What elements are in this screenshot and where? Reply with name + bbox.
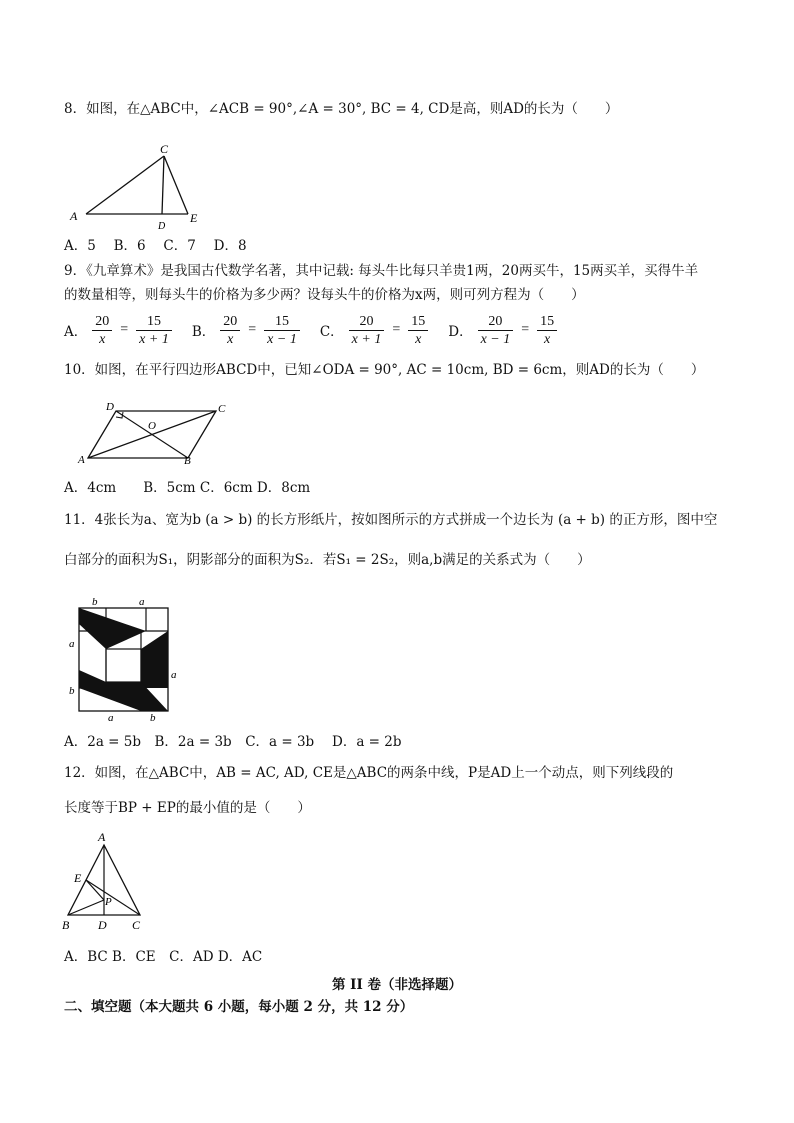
q12-label-d: D xyxy=(98,918,107,932)
q10-label-c: C xyxy=(218,403,226,415)
q8-label-d: D xyxy=(158,221,166,230)
q11-label-a-left: a xyxy=(69,638,75,650)
q11-stem-line1: 11．4张长为a、宽为b (a > b) 的长方形纸片，按如图所示的方式拼成一个边长为 (a + b) 的正方形，图中空 xyxy=(64,512,718,528)
q12-label-p: P xyxy=(105,896,112,908)
q12-stem-line2: 长度等于BP + EP的最小值的是（ ） xyxy=(64,800,311,816)
q12-triangle-figure xyxy=(60,827,150,937)
q10-label-b: B xyxy=(184,455,191,466)
q9-option-c: C． $\frac{20}{x + 1}$ = $\frac{15}{x}$ xyxy=(320,313,430,348)
q10-label-o: O xyxy=(148,420,156,432)
q8-options: A．5 B．6 C．7 D．8 xyxy=(64,238,247,254)
q11-label-b-top: b xyxy=(92,596,98,608)
q9-stem-line1: 9．《九章算术》是我国古代数学名著，其中记载: 每头牛比每只羊贵1两，20两买牛，15两买羊，买得牛羊 xyxy=(64,263,699,279)
q9-stem-line2: 的数量相等，则每头牛的价格为多少两？设每头牛的价格为x两，则可列方程为（ ） xyxy=(64,287,585,303)
q12-options: A．BC B．CE C．AD D．AC xyxy=(64,949,263,965)
q9-option-d: D． $\frac{20}{x - 1}$ = $\frac{15}{x}$ xyxy=(448,313,559,348)
q11-label-a-top: a xyxy=(139,596,145,608)
q8-label-c: C xyxy=(160,142,169,156)
q10-stem: 10．如图，在平行四边形ABCD中，已知∠ODA = 90°, AC = 10cm, BD = 6cm，则AD的长为（ ） xyxy=(64,362,705,378)
q8-stem: 8．如图，在△ABC中，∠ACB = 90°,∠A = 30°, BC = 4, CD是高，则AD的长为（ ） xyxy=(64,101,619,117)
q11-stem-line2: 白部分的面积为S₁，阴影部分的面积为S₂．若S₁ = 2S₂，则a,b满足的关系式为（ ） xyxy=(64,552,591,568)
q9-options xyxy=(64,309,559,351)
q10-parallelogram-figure xyxy=(68,400,238,466)
q12-label-e: E xyxy=(74,871,82,885)
q8-triangle-figure xyxy=(64,138,204,230)
q9-option-b: B． $\frac{20}{x}$ = $\frac{15}{x - 1}$ xyxy=(192,313,302,348)
part2-title: 第 II 卷（非选择题） xyxy=(331,977,463,993)
q8-label-b: E xyxy=(190,211,198,225)
q9-option-a: A． $\frac{20}{x}$ = $\frac{15}{x + 1}$ xyxy=(64,313,174,348)
q8-label-a: A xyxy=(70,209,78,223)
q10-label-d: D xyxy=(106,401,114,413)
q11-options: A．2a = 5b B．2a = 3b C．a = 3b D．a = 2b xyxy=(64,734,402,750)
q11-label-a-right: a xyxy=(171,669,177,681)
q10-label-a: A xyxy=(78,454,85,466)
part2-section-heading: 二、填空题（本大题共 6 小题，每小题 2 分，共 12 分） xyxy=(64,999,414,1015)
q11-label-b-left: b xyxy=(69,685,75,697)
q12-stem-line1: 12．如图，在△ABC中，AB = AC, AD, CE是△ABC的两条中线，P是AD上一个动点，则下列线段的 xyxy=(64,765,674,781)
q12-label-c: C xyxy=(132,918,141,932)
q12-label-a: A xyxy=(98,830,106,844)
q11-label-b-bottom: b xyxy=(150,712,156,724)
q10-options: A．4cm B．5cm C．6cm D．8cm xyxy=(64,480,311,496)
q11-label-a-bottom: a xyxy=(108,712,114,724)
q11-square-figure xyxy=(66,594,188,724)
q12-label-b: B xyxy=(62,918,70,932)
